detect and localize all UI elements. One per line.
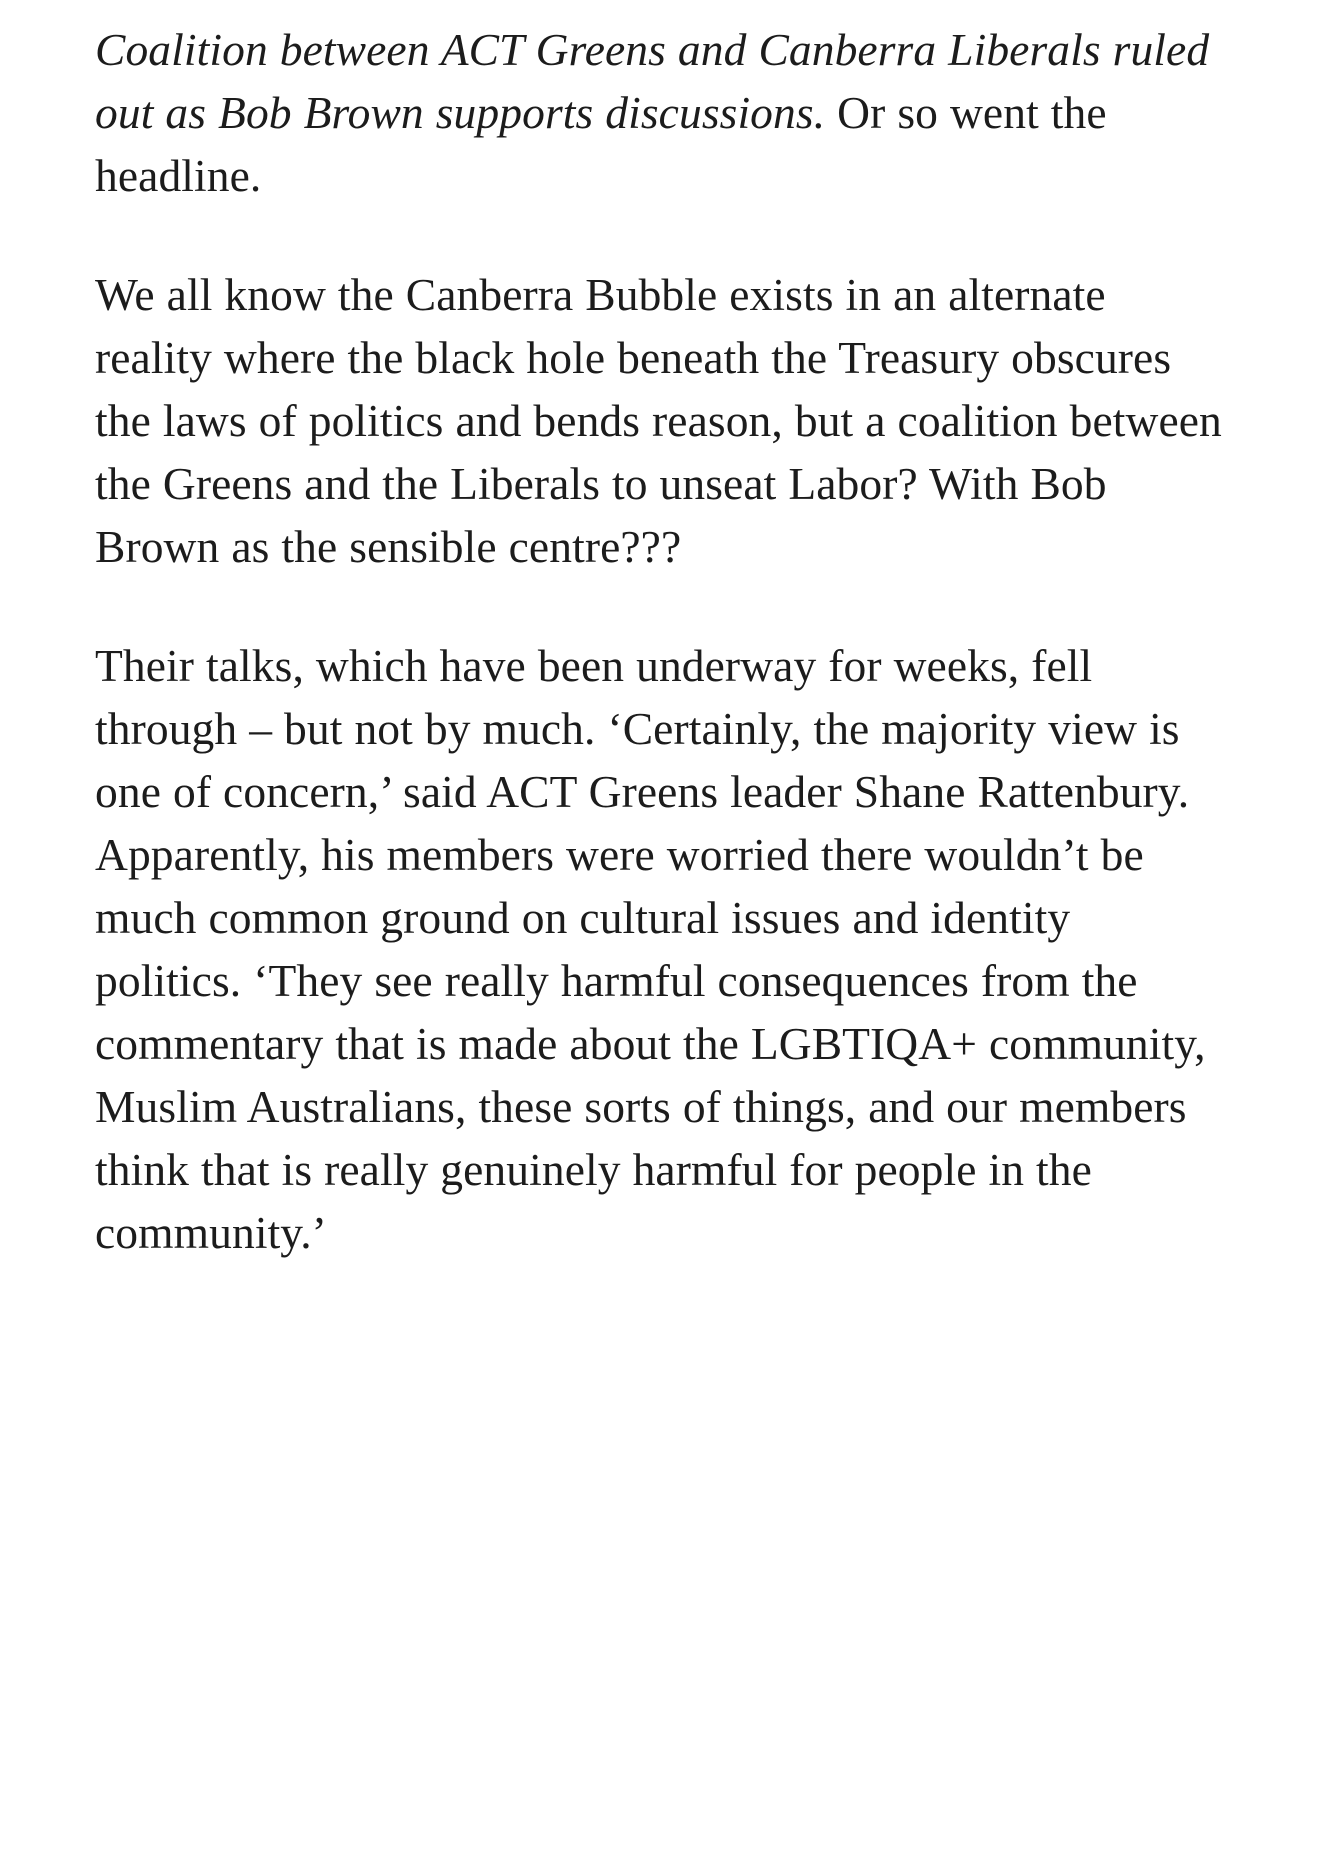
paragraph-headline [95,18,1224,207]
headline-trailing-text: Or so went the headline. [95,87,1107,201]
headline-italic-lead: Coalition between ACT Greens and Canberra Liberals ruled out as Bob Brown supports discussions. [95,24,1210,138]
article-body [95,18,1224,1264]
paragraph-talks: Their talks, which have been underway for weeks, fell through – but not by much. ‘Certainly, the majority view is one of concern,’ said ACT Greens leader Shane Rattenbury. Apparently, his members were worried there wouldn’t be much common ground on cultural issues and identity politics. ‘They see really harmful consequences from the commentary that is made about the LGBTIQA+ community, Muslim Australians, these sorts of things, and our members think that is really genuinely harmful for people in the community.’ [95,640,1206,1258]
paragraph-canberra-bubble: We all know the Canberra Bubble exists in an alternate reality where the black hole beneath the Treasury obscures the laws of politics and bends reason, but a coalition between the Greens and the Liberals to unseat Labor? With Bob Brown as the sensible centre??? [95,269,1222,572]
